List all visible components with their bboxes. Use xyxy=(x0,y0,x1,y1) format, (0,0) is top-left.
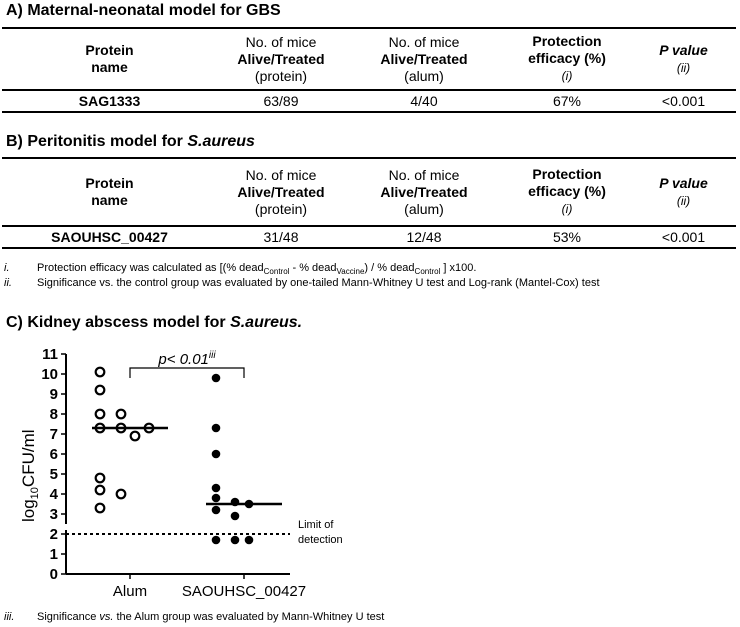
chart-marks xyxy=(66,350,343,546)
data-point xyxy=(245,536,254,545)
section-a-title: A) Maternal-neonatal model for GBS xyxy=(6,2,281,19)
table-b xyxy=(2,157,736,249)
y-tick-label: 4 xyxy=(49,486,58,503)
y-axis-label: $\log_{10}CFU/ml$ xyxy=(19,429,41,522)
table-row xyxy=(2,226,736,248)
data-point xyxy=(231,536,240,545)
x-tick-label: SAOUHSC_00427 xyxy=(181,583,307,600)
header-alive-protein: No. of mice Alive/Treated (protein) xyxy=(237,166,325,217)
data-point xyxy=(212,450,221,459)
lod-label: Limit of xyxy=(298,519,334,531)
y-tick-label: 0 xyxy=(49,566,58,583)
footnote-i: i. Protection efficacy was calculated as [(% dead$_{Control}$ - % dead$_{Vaccine}$) / % dead$_{Control}$ ] x100. xyxy=(4,262,477,277)
data-point xyxy=(131,432,140,441)
section-c-title: C) Kidney abscess model for S.aureus. xyxy=(6,314,303,331)
footnote-iii: iii. Significance vs. the Alum group was evaluated by Mann-Whitney U test xyxy=(4,611,385,623)
cell-efficacy: 67% xyxy=(552,93,582,109)
y-tick-label: 3 xyxy=(49,506,58,523)
y-tick-label: 7 xyxy=(49,426,58,443)
header-alive-alum: No. of mice Alive/Treated (alum) xyxy=(380,166,468,217)
section-b-title: B) Peritonitis model for S.aureus xyxy=(6,133,255,150)
header-p-value: P value (ii) xyxy=(659,41,708,75)
data-point xyxy=(212,424,221,433)
header-p-value: P value (ii) xyxy=(659,174,708,208)
data-point xyxy=(96,486,105,495)
data-point xyxy=(96,368,105,377)
data-point xyxy=(96,386,105,395)
data-point xyxy=(117,410,126,419)
data-point xyxy=(212,536,221,545)
data-point xyxy=(212,484,221,493)
header-alive-protein: No. of mice Alive/Treated (protein) xyxy=(237,33,325,84)
data-point xyxy=(212,506,221,515)
header-efficacy: Protection efficacy (%) (i) xyxy=(528,166,606,216)
header-alive-alum: No. of mice Alive/Treated (alum) xyxy=(380,33,468,84)
y-tick-label: 5 xyxy=(49,466,58,483)
y-tick-label: 11 xyxy=(42,346,58,363)
y-tick-label: 1 xyxy=(49,546,58,563)
cell-alive-alum: 12/48 xyxy=(406,229,442,245)
y-tick-label: 6 xyxy=(49,446,58,463)
data-point xyxy=(96,504,105,513)
kidney-abscess-chart xyxy=(0,338,420,606)
cell-p-value: <0.001 xyxy=(661,229,706,245)
x-tick-label: Alum xyxy=(112,583,148,600)
y-tick-label: 8 xyxy=(49,406,58,423)
y-tick-label: 9 xyxy=(49,386,58,403)
significance-label: $p< 0.01^{iii}$ xyxy=(158,350,216,368)
data-point xyxy=(96,474,105,483)
data-point xyxy=(212,494,221,503)
y-tick-label: 2 xyxy=(49,526,58,543)
data-point xyxy=(117,490,126,499)
cell-alive-protein: 31/48 xyxy=(263,229,299,245)
chart-axes xyxy=(19,346,306,600)
cell-alive-alum: 4/40 xyxy=(410,93,438,109)
table-row xyxy=(2,90,736,112)
y-tick-label: 10 xyxy=(41,366,58,383)
header-efficacy: Protection efficacy (%) (i) xyxy=(528,33,606,83)
cell-protein: SAG1333 xyxy=(78,93,141,109)
significance-bracket xyxy=(130,368,244,378)
lod-label: detection xyxy=(298,534,343,546)
cell-alive-protein: 63/89 xyxy=(263,93,299,109)
header-protein: Protein name xyxy=(85,175,134,208)
table-a xyxy=(2,27,736,113)
footnote-ii: ii. Significance vs. the control group was evaluated by one-tailed Mann-Whitney U test and Log-rank (Mantel-Cox) test xyxy=(4,277,600,289)
data-point xyxy=(96,410,105,419)
data-point xyxy=(231,512,240,521)
cell-protein: SAOUHSC_00427 xyxy=(51,229,168,245)
cell-p-value: <0.001 xyxy=(661,93,706,109)
data-point xyxy=(212,374,221,383)
cell-efficacy: 53% xyxy=(552,229,582,245)
header-protein: Protein name xyxy=(85,42,134,75)
